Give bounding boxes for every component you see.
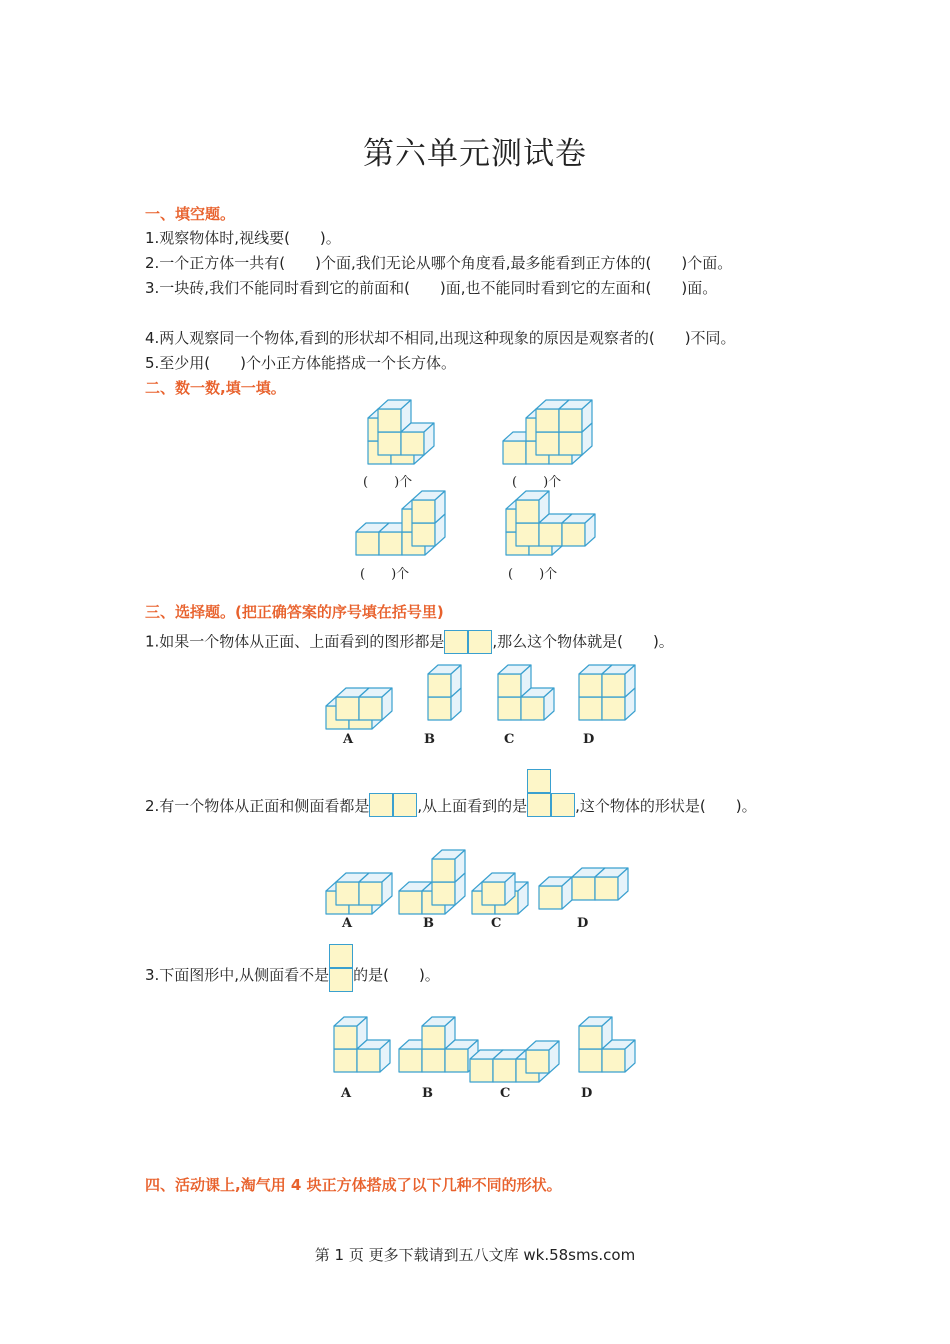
s3-q3-option-c[interactable] — [466, 1030, 566, 1085]
section-1-heading: 一、填空题。 — [145, 205, 236, 223]
s2-figure-2 — [495, 390, 605, 470]
s3-q2-option-d[interactable] — [535, 855, 635, 915]
section-3-heading: 三、选择题。(把正确答案的序号填在括号里) — [145, 603, 444, 621]
s3-q2-text-mid: ,从上面看到的是 — [417, 797, 528, 815]
cube — [595, 868, 628, 900]
s3-q1-option-d[interactable] — [563, 665, 633, 735]
cube — [559, 400, 592, 432]
s3-q3-option-a[interactable] — [318, 1015, 388, 1085]
s3-q1-label-a: A — [343, 732, 354, 747]
s3-q2-option-c[interactable] — [466, 860, 536, 920]
s3-q3-label-a: A — [341, 1086, 352, 1101]
s2-count-1: ( )个 — [363, 475, 413, 490]
s3-q2-text-after: ,这个物体的形状是( )。 — [575, 797, 757, 815]
s3-q1-label-b: B — [424, 732, 435, 747]
s3-q1-label-d: D — [583, 732, 595, 747]
s2-figure-3 — [350, 490, 460, 560]
s3-q2-label-a: A — [342, 916, 353, 931]
s3-q3-text-after: 的是( )。 — [353, 966, 440, 984]
s3-q3-label-c: C — [500, 1086, 511, 1101]
s3-question-2 — [145, 769, 757, 830]
cube — [359, 688, 392, 720]
s3-q3-text-before: 3.下面图形中,从侧面看不是 — [145, 966, 330, 984]
s3-q2-label-d: D — [577, 916, 589, 931]
cube — [562, 514, 595, 546]
s3-q1-option-a[interactable] — [320, 685, 390, 735]
s2-count-4: ( )个 — [508, 567, 558, 582]
s3-q2-text-before: 2.有一个物体从正面和侧面看都是 — [145, 797, 370, 815]
s1-question-3: 3.一块砖,我们不能同时看到它的前面和( )面,也不能同时看到它的左面和( )面。 — [145, 279, 718, 297]
s3-q1-text-before: 1.如果一个物体从正面、上面看到的图形都是 — [145, 632, 445, 651]
cube — [412, 491, 445, 523]
page-title: 第六单元测试卷 — [363, 136, 587, 172]
cube — [482, 873, 515, 905]
s3-q1-option-c[interactable] — [482, 665, 552, 735]
s3-question-3 — [145, 944, 440, 999]
s2-count-2: ( )个 — [512, 475, 562, 490]
section-4-heading: 四、活动课上,淘气用 4 块正方体搭成了以下几种不同的形状。 — [145, 1176, 562, 1194]
cube — [602, 1040, 635, 1072]
s3-q1-text-after: ,那么这个物体就是( )。 — [492, 632, 674, 651]
s3-q2-label-b: B — [423, 916, 434, 931]
s3-q3-label-d: D — [581, 1086, 593, 1101]
s1-question-5: 5.至少用( )个小正方体能搭成一个长方体。 — [145, 354, 457, 372]
cube — [526, 1041, 559, 1073]
section-2-heading: 二、数一数,填一填。 — [145, 379, 286, 397]
s3-q3-option-d[interactable] — [563, 1015, 633, 1085]
view-l-shape — [527, 769, 575, 817]
s3-q2-option-b[interactable] — [395, 840, 465, 920]
s3-q2-label-c: C — [491, 916, 502, 931]
s2-count-3: ( )个 — [360, 567, 410, 582]
s1-question-2: 2.一个正方体一共有( )个面,我们无论从哪个角度看,最多能看到正方体的( )个面。 — [145, 254, 733, 272]
cube — [359, 873, 392, 905]
cube — [602, 665, 635, 697]
s2-figure-4 — [500, 490, 610, 560]
cube — [432, 850, 465, 882]
cube — [539, 877, 572, 909]
s3-q3-option-b[interactable] — [385, 1015, 475, 1085]
s3-q3-label-b: B — [422, 1086, 433, 1101]
s3-q1-option-b[interactable] — [412, 665, 462, 735]
s3-q1-label-c: C — [504, 732, 515, 747]
cube — [428, 665, 461, 697]
cube — [401, 423, 434, 455]
s3-q2-option-a[interactable] — [320, 860, 400, 920]
s1-question-1: 1.观察物体时,视线要( )。 — [145, 229, 341, 247]
view-two-squares — [369, 793, 417, 817]
s3-question-1 — [145, 630, 674, 654]
cube — [521, 688, 554, 720]
view-two-squares — [444, 630, 492, 654]
page-footer: 第 1 页 更多下载请到五八文库 wk.58sms.com — [314, 1246, 636, 1264]
view-vertical-two-squares — [329, 944, 353, 992]
s1-question-4: 4.两人观察同一个物体,看到的形状却不相同,出现这种现象的原因是观察者的( )不同。 — [145, 329, 736, 347]
s2-figure-1 — [350, 390, 450, 470]
